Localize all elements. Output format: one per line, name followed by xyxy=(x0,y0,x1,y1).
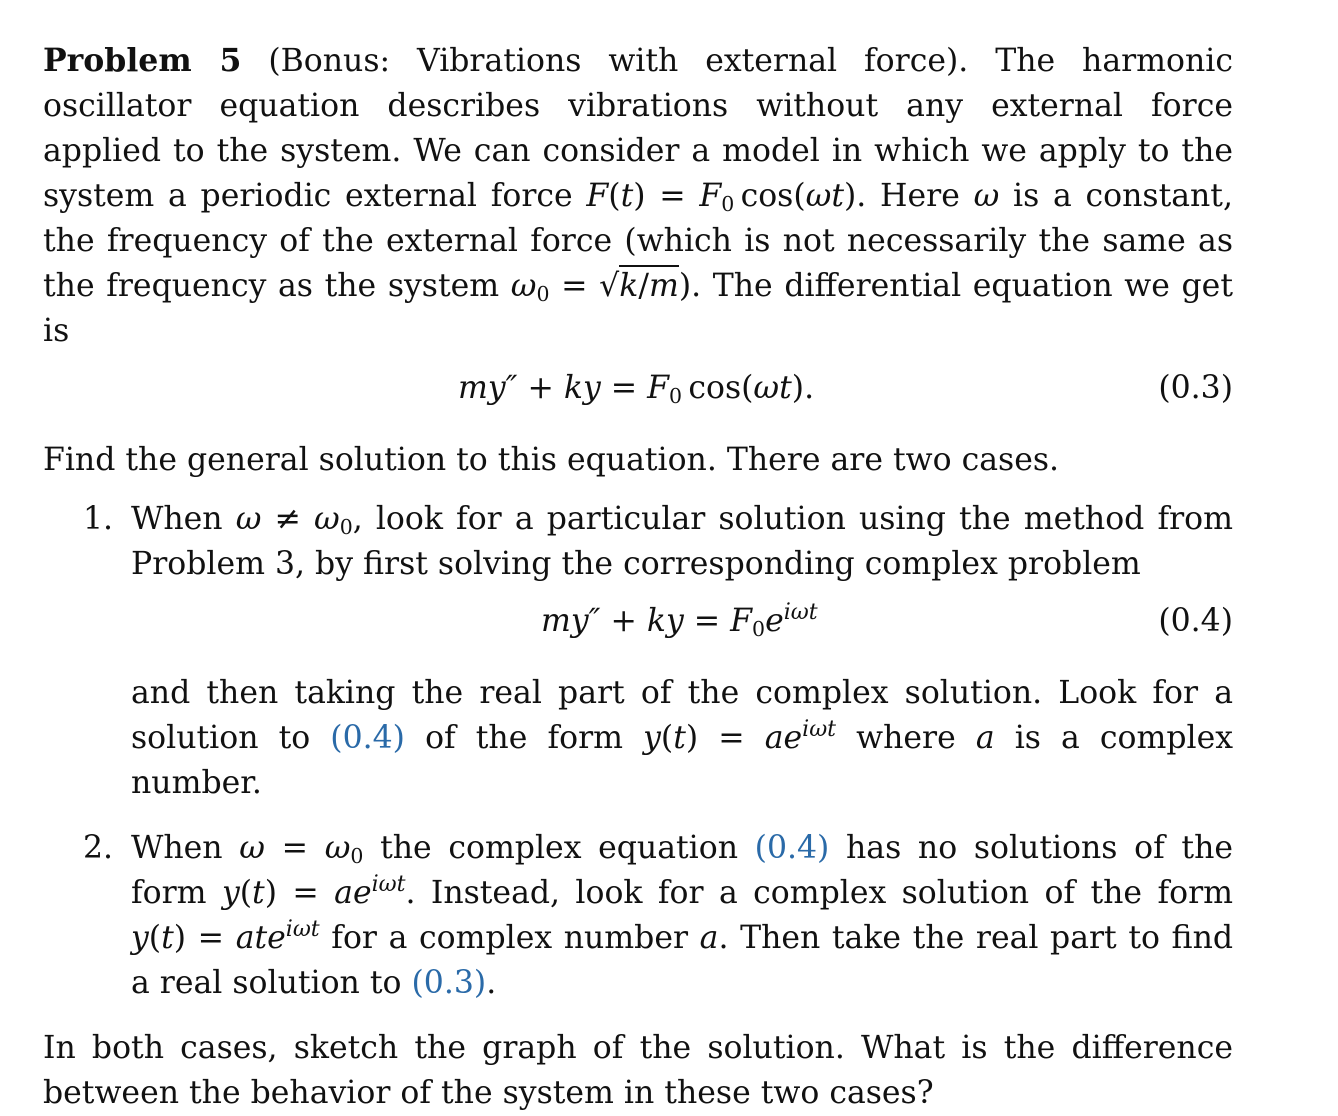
problem-subtitle: (Bonus: Vibrations with external force). xyxy=(268,43,969,79)
equation-0-4-number: (0.4) xyxy=(1158,603,1233,639)
case-2-text-a: When xyxy=(131,830,223,866)
case-2-text-b: the complex equation xyxy=(380,830,738,866)
intro-text-d: ). The differential equation we get is xyxy=(43,268,1233,349)
case-1-text-b: , look for a particular solution using the method from Problem 3, by first solving the corresponding complex problem xyxy=(131,501,1233,582)
intro-text-a: The harmonic oscillator equation describes vibrations without any external force applied to the system. We can consider a model in which we apply to the system a periodic external force xyxy=(43,43,1234,214)
intro-text-b: . Here xyxy=(856,178,960,214)
equation-0-3 xyxy=(43,366,1233,424)
force-formula: F xyxy=(586,178,609,214)
case-number-2: 2. xyxy=(83,830,114,866)
case-1-text-c: and then taking the real part of the complex solution. Look for a solution to xyxy=(131,675,1233,756)
case-1-text-d: of the form xyxy=(425,720,623,756)
equation-0-4-body: my″ + ky = $F_0e^{i\omega t}$ xyxy=(541,599,818,642)
omega0-formula: ω xyxy=(510,268,537,304)
equation-0-4 xyxy=(131,599,1233,657)
equation-0-3-number: (0.3) xyxy=(1158,370,1233,406)
case-1-text-a: When xyxy=(131,501,223,537)
equation-0-3-body: my″ + ky = $F_0$ cos(ωt). xyxy=(458,370,815,409)
equation-reference-link[interactable]: (0.4) xyxy=(330,720,405,756)
case-2-text-e: for a complex number xyxy=(331,920,689,956)
case-item-2: 2. When $\omega = \omega_0$ the complex equation (0.4) has no solutions of the form $y(t) = ae^{i\omega t}$. Instead, look for a complex solution of the form y(t) = ate$^{i\omega t}$ for a complex number a. Then take the real part to find a real solution to (0.3). xyxy=(43,826,1233,1006)
case-2-text-d: . Instead, look for a complex solution of the form xyxy=(405,875,1233,911)
case-item-1: 1. When $\omega \ne \omega_0$, look for a particular solution using the method from Problem 3, by first solving the corresponding complex problem my″ + ky = $F_0e^{i\omega t}$ (0.4) and then taking the real part of the complex solution. Look for a solution to (0.4) of the form $y(t) = ae^{i\omega t}$ where a is a complex number. xyxy=(43,497,1233,806)
problem-page xyxy=(43,38,1233,1116)
case-1-text-e: where xyxy=(856,720,956,756)
case-2-text-f: . Then take the real part to find a real solution to xyxy=(131,920,1234,1001)
intro-text-c: is a constant, the frequency of the external force (which is not necessarily the same as the frequency as the system xyxy=(43,178,1233,304)
omega-symbol: ω xyxy=(973,178,1000,214)
problem-intro: Problem 5 (Bonus: Vibrations with external force). The harmonic oscillator equation describes vibrations without any external force applied to the system. We can consider a model in which we apply to the system a periodic external force $F(t) = F_0$ cos(ωt). Here ω is a constant, the frequency of the external force (which is not necessarily the same as the frequency as the system $\omega_0 = √k/m$). The differential equation we get is xyxy=(43,42,1234,349)
equation-reference-link[interactable]: (0.4) xyxy=(754,830,830,866)
case-2-text-g: . xyxy=(486,965,497,1001)
cases-list xyxy=(43,497,1233,1006)
case-number-1: 1. xyxy=(83,501,114,537)
case-1-text-f: is a complex number. xyxy=(131,720,1234,801)
problem-label: Problem 5 xyxy=(43,42,242,79)
case-2-text-c: has no solutions of the form xyxy=(131,830,1234,911)
closing-text: In both cases, sketch the graph of the solution. What is the difference between the behavior of the system in these two cases? xyxy=(43,1030,1233,1111)
instructions-text: Find the general solution to this equation. There are two cases. xyxy=(43,442,1060,478)
equation-reference-link[interactable]: (0.3) xyxy=(411,965,487,1001)
